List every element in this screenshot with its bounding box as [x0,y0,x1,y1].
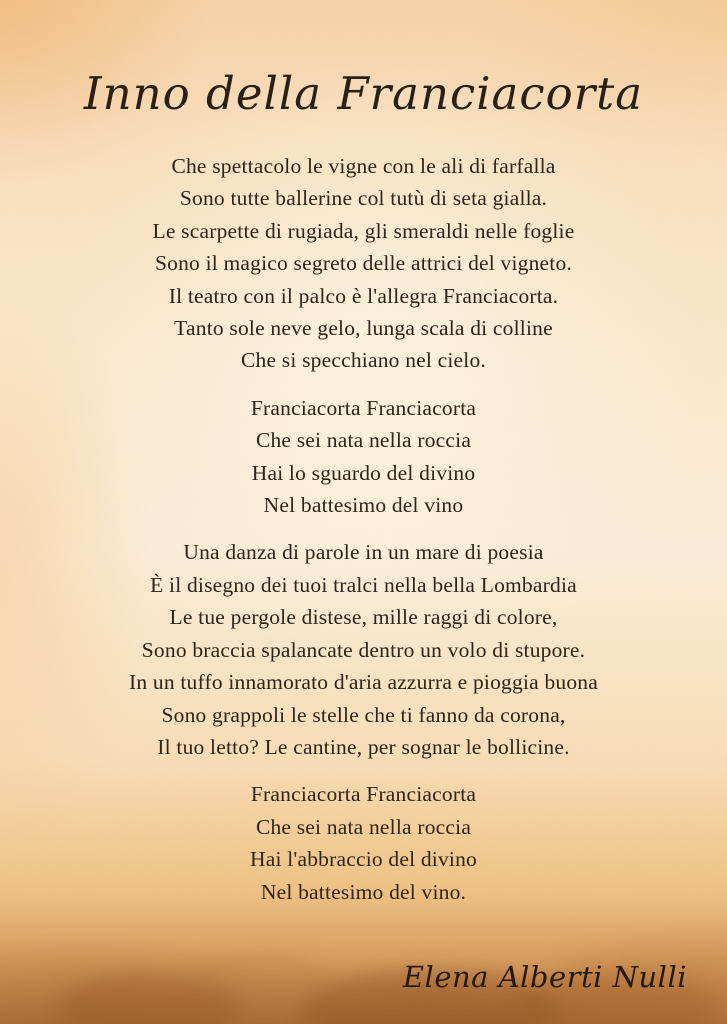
poem-line: In un tuffo innamorato d'aria azzurra e pioggia buona [129,670,598,695]
poem-line: Il teatro con il palco è l'allegra Franciacorta. [168,283,559,308]
watercolor-blotch [60,972,240,1024]
poem-line: Le tue pergole distese, mille raggi di colore, [169,605,558,630]
poem-line: Le scarpette di rugiada, gli smeraldi nelle foglie [152,218,575,243]
poem-line: Nel battesimo del vino. [260,879,467,904]
stanza-2-refrain [0,392,727,522]
poem-line: Che si specchiano nel cielo. [240,348,486,373]
poem-line: Che sei nata nella roccia [255,428,472,453]
poem-line: Franciacorta Franciacorta [250,782,477,807]
poem-line: Sono il magico segreto delle attrici del vigneto. [155,251,572,276]
poem-line: È il disegno dei tuoi tralci nella bella Lombardia [150,572,577,597]
poem-line: Che spettacolo le vigne con le ali di farfalla [171,154,556,178]
poem-line: Nel battesimo del vino [263,493,464,518]
poem-line: Hai l'abbraccio del divino [250,847,477,872]
poem-line: Sono tutte ballerine col tutù di seta gialla. [179,186,548,211]
stanza-3 [0,536,727,763]
poem-line: Una danza di parole in un mare di poesia [183,540,544,565]
poem-line: Che sei nata nella roccia [255,814,472,839]
stanza-1 [0,150,727,377]
poem-line: Franciacorta Franciacorta [250,395,477,420]
watercolor-blotch [190,954,330,1000]
stanza-4-refrain [0,778,727,908]
poem-line: Il tuo letto? Le cantine, per sognar le bollicine. [157,734,570,759]
poem-title: Inno della Franciacorta [83,67,644,120]
poem-line: Tanto sole neve gelo, lunga scala di colline [174,316,553,341]
poem-line: Sono braccia spalancate dentro un volo di stupore. [141,637,586,662]
poem-body [0,150,727,908]
author-signature: Elena Alberti Nulli [402,960,687,994]
poem-line: Sono grappoli le stelle che ti fanno da corona, [161,702,566,727]
poem-line: Hai lo sguardo del divino [251,460,476,485]
